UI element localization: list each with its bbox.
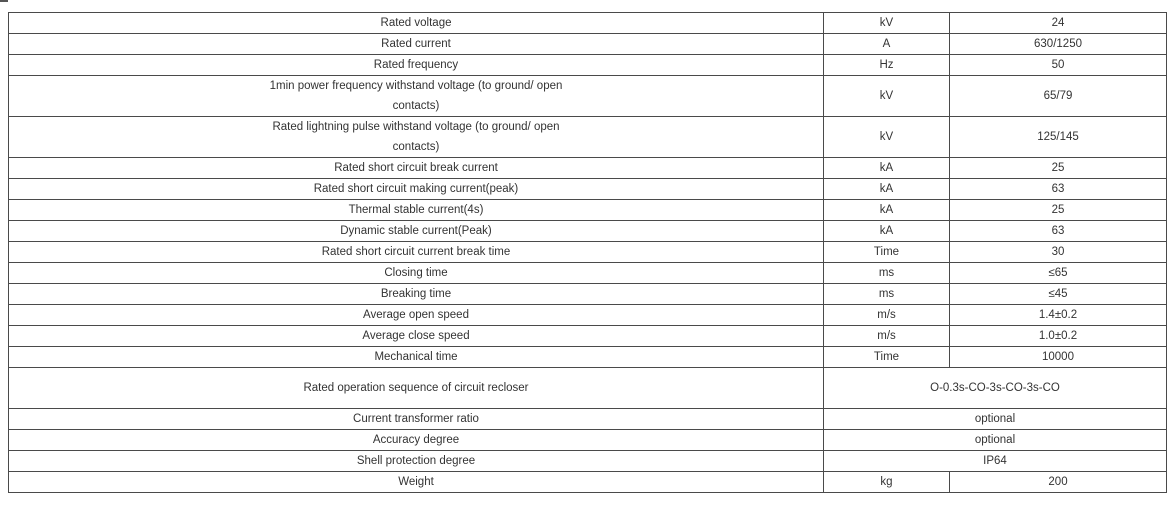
unit-cell: kA (824, 158, 950, 179)
parameter-cell (9, 409, 824, 430)
unit-cell: kV (824, 76, 950, 117)
parameter-label: Rated short circuit making current(peak) (313, 183, 519, 195)
unit-cell: kV (824, 117, 950, 158)
unit-cell: Time (824, 347, 950, 368)
unit-cell: Time (824, 242, 950, 263)
table-row (9, 409, 1167, 430)
parameter-cell (9, 368, 824, 409)
value-cell: 30 (950, 242, 1167, 263)
value-cell: 65/79 (950, 76, 1167, 117)
table-row (9, 326, 1167, 347)
parameter-label: Rated short circuit current break time (321, 246, 511, 258)
parameter-cell (9, 472, 824, 493)
merged-value-cell (824, 368, 1167, 409)
merged-value-cell (824, 409, 1167, 430)
parameter-label: 1min power frequency withstand voltage (to ground/ open contacts) (269, 80, 563, 112)
value-cell: ≤45 (950, 284, 1167, 305)
parameter-cell (9, 430, 824, 451)
parameter-label: Rated short circuit break current (334, 162, 498, 174)
parameter-cell (9, 242, 824, 263)
value-cell: 125/145 (950, 117, 1167, 158)
table-row (9, 305, 1167, 326)
table-row (9, 179, 1167, 200)
unit-cell: kg (824, 472, 950, 493)
unit-cell: ms (824, 284, 950, 305)
parameter-label: Rated current (381, 38, 451, 50)
merged-value-cell (824, 451, 1167, 472)
value-cell: 25 (950, 158, 1167, 179)
value-cell: 24 (950, 13, 1167, 34)
parameter-label: Dynamic stable current(Peak) (340, 225, 492, 237)
table-row (9, 347, 1167, 368)
parameter-cell (9, 263, 824, 284)
parameter-label: Thermal stable current(4s) (348, 204, 484, 216)
specifications-table-body (9, 13, 1167, 493)
unit-cell: kV (824, 13, 950, 34)
value-cell: 63 (950, 179, 1167, 200)
parameter-cell (9, 34, 824, 55)
table-row (9, 451, 1167, 472)
parameter-cell (9, 451, 824, 472)
parameter-cell (9, 284, 824, 305)
parameter-label: Breaking time (380, 288, 452, 300)
parameter-label: Rated voltage (380, 17, 452, 29)
unit-cell: m/s (824, 326, 950, 347)
parameter-cell (9, 158, 824, 179)
parameter-label: Current transformer ratio (353, 413, 479, 425)
table-row (9, 76, 1167, 117)
table-row (9, 13, 1167, 34)
value-text: optional (974, 434, 1016, 446)
parameter-cell (9, 326, 824, 347)
value-cell: 200 (950, 472, 1167, 493)
unit-cell: ms (824, 263, 950, 284)
table-row (9, 117, 1167, 158)
parameter-cell (9, 76, 824, 117)
value-cell: 630/1250 (950, 34, 1167, 55)
unit-cell: A (824, 34, 950, 55)
parameter-cell (9, 347, 824, 368)
table-row (9, 263, 1167, 284)
table-row (9, 221, 1167, 242)
parameter-cell (9, 13, 824, 34)
table-row (9, 284, 1167, 305)
unit-cell: kA (824, 200, 950, 221)
value-cell: 50 (950, 55, 1167, 76)
table-row (9, 158, 1167, 179)
value-cell: 25 (950, 200, 1167, 221)
parameter-label: Accuracy degree (372, 434, 460, 446)
value-cell: 63 (950, 221, 1167, 242)
top-left-mark (0, 0, 8, 2)
table-row (9, 200, 1167, 221)
value-cell: ≤65 (950, 263, 1167, 284)
parameter-cell (9, 55, 824, 76)
value-text: optional (974, 413, 1016, 425)
parameter-label: Rated lightning pulse withstand voltage (to ground/ open contacts) (272, 121, 560, 153)
table-row (9, 430, 1167, 451)
value-cell: 1.4±0.2 (950, 305, 1167, 326)
merged-value-cell (824, 430, 1167, 451)
parameter-label: Rated operation sequence of circuit recloser (303, 382, 529, 394)
parameter-label: Mechanical time (374, 351, 458, 363)
value-cell: 10000 (950, 347, 1167, 368)
unit-cell: m/s (824, 305, 950, 326)
parameter-cell (9, 117, 824, 158)
parameter-cell (9, 179, 824, 200)
table-row (9, 242, 1167, 263)
unit-cell: kA (824, 221, 950, 242)
parameter-label: Rated frequency (373, 59, 459, 71)
value-cell: 1.0±0.2 (950, 326, 1167, 347)
table-row (9, 55, 1167, 76)
parameter-label: Shell protection degree (356, 455, 476, 467)
parameter-cell (9, 200, 824, 221)
parameter-cell (9, 221, 824, 242)
unit-cell: Hz (824, 55, 950, 76)
table-row (9, 472, 1167, 493)
parameter-label: Average open speed (363, 309, 469, 321)
specifications-table (8, 12, 1167, 493)
parameter-cell (9, 305, 824, 326)
table-row (9, 34, 1167, 55)
table-row (9, 368, 1167, 409)
parameter-label: Average close speed (362, 330, 470, 342)
value-text: O-0.3s-CO-3s-CO-3s-CO (930, 382, 1060, 394)
unit-cell: kA (824, 179, 950, 200)
value-text: IP64 (983, 455, 1007, 467)
parameter-label: Closing time (384, 267, 448, 279)
parameter-label: Weight (398, 476, 434, 488)
